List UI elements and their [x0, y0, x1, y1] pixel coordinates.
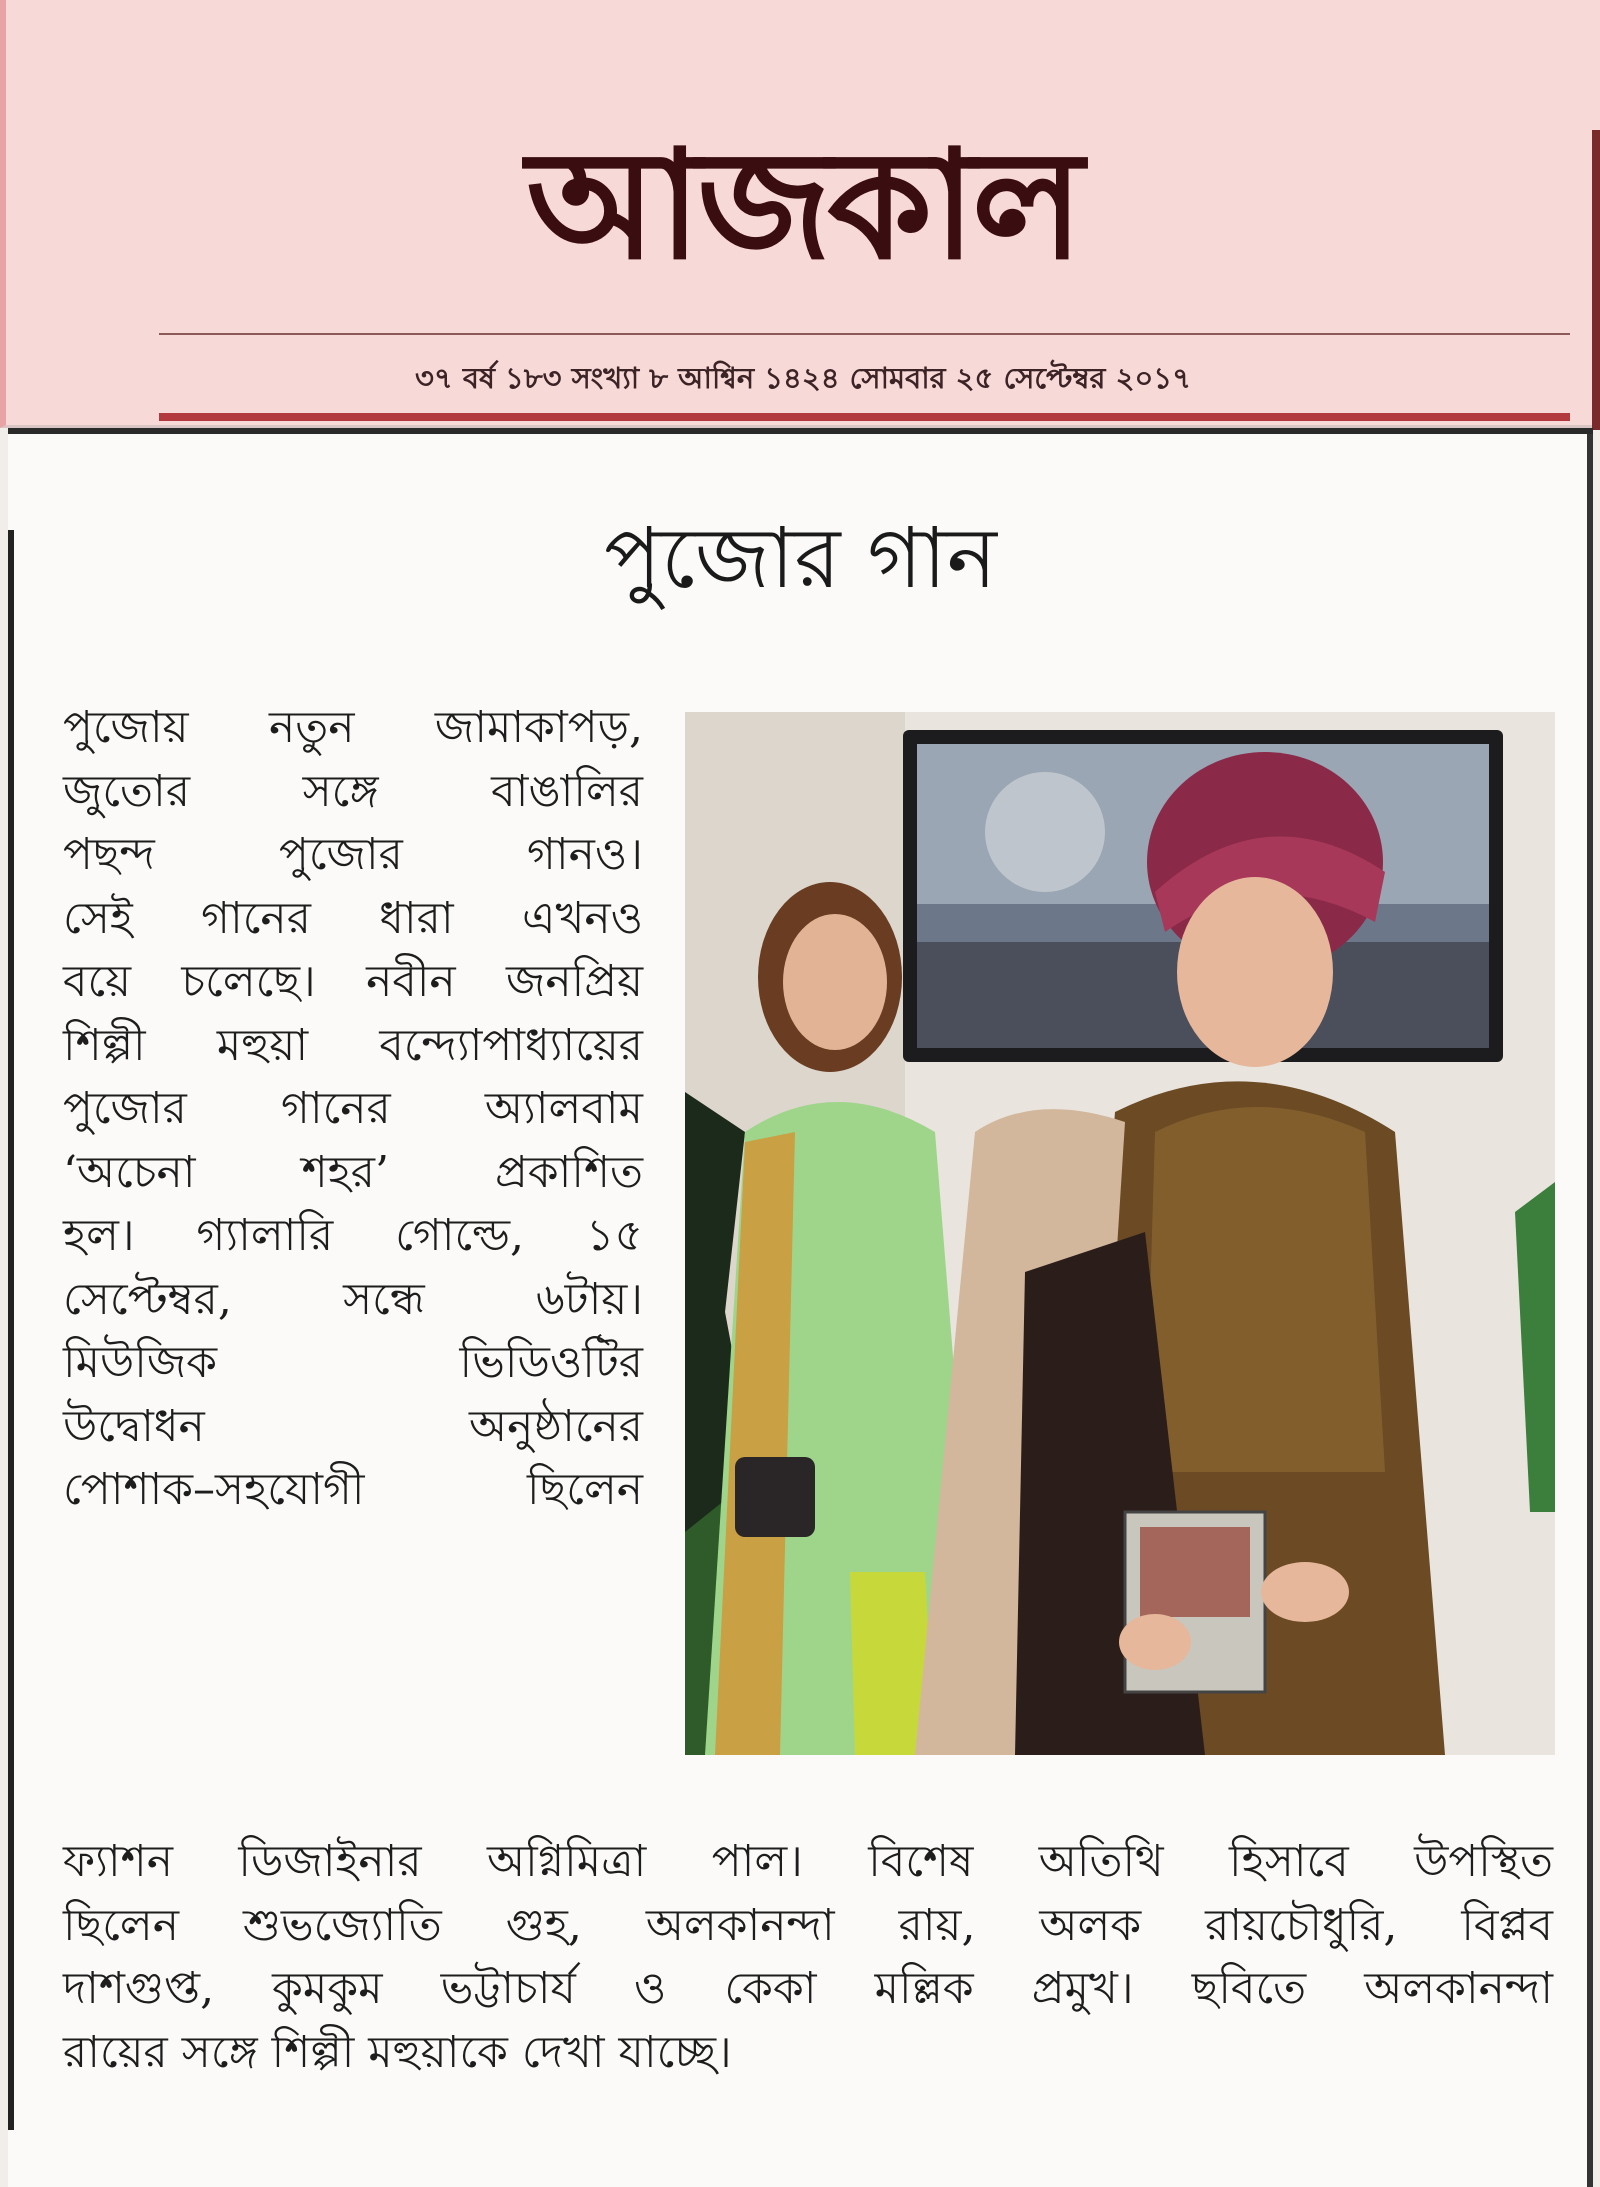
text-line: রায়ের সঙ্গে শিল্পী মহুয়াকে দেখা যাচ্ছে।: [63, 2026, 732, 2078]
photo-illustration: [685, 712, 1555, 1755]
text-line: সেই গানের ধারা এখনও: [63, 892, 643, 944]
column-rule-left: [8, 530, 14, 2130]
text-line: উদ্বোধন অনুষ্ঠানের: [63, 1400, 643, 1452]
masthead-rule-top: [159, 333, 1570, 335]
text-line: ‘অচেনা শহর’ প্রকাশিত: [63, 1146, 643, 1198]
article-clipping: [8, 428, 1593, 2187]
text-line: হল। গ্যালারি গোল্ডে, ১৫: [63, 1210, 643, 1261]
clutch: [735, 1457, 815, 1537]
text-line: পুজোয় নতুন জামাকাপড়,: [63, 702, 643, 753]
masthead: [0, 0, 1600, 428]
text-line: মিউজিক ভিডিওটির: [63, 1337, 643, 1388]
text-line: পোশাক–সহযোগী ছিলেন: [63, 1464, 643, 1515]
page-edge: [1592, 130, 1600, 430]
text-line: পছন্দ পুজোর গানও।: [63, 829, 643, 880]
text-line: শিল্পী মহুয়া বন্দ্যোপাধ্যায়ের: [63, 1019, 643, 1071]
article-full-width-text: [63, 1830, 1553, 2084]
masthead-rule-bottom: [159, 413, 1570, 421]
text-line: ছিলেন শুভজ্যোতি গুহ, অলকানন্দা রায়, অলক রায়চৌধুরি, বিপ্লব: [63, 1899, 1553, 1951]
dateline: ৩৭ বর্ষ ১৮৩ সংখ্যা ৮ আশ্বিন ১৪২৪ সোমবার ২৫ সেপ্টেম্বর ২০১৭: [415, 361, 1191, 395]
newspaper-logo: আজকাল: [526, 117, 1080, 293]
text-line: দাশগুপ্ত, কুমকুম ভট্টাচার্য ও কেকা মল্লিক প্রমুখ। ছবিতে অলকানন্দা: [63, 1963, 1553, 2014]
article-photo: [685, 712, 1555, 1755]
text-line: ফ্যাশন ডিজাইনার অগ্নিমিত্রা পাল। বিশেষ অতিথি হিসাবে উপস্থিত: [63, 1836, 1553, 1887]
text-line: পুজোর গানের অ্যালবাম: [63, 1083, 643, 1134]
text-line: বয়ে চলেছে। নবীন জনপ্রিয়: [63, 956, 643, 1007]
text-line: সেপ্টেম্বর, সন্ধে ৬টায়।: [63, 1273, 643, 1325]
column-rule-right: [1587, 434, 1593, 2187]
text-line: জুতোর সঙ্গে বাঙালির: [63, 765, 643, 817]
article-headline: পুজোর গান: [604, 509, 997, 607]
woman-right-face: [1177, 877, 1333, 1067]
article-column-text: [63, 696, 643, 1522]
